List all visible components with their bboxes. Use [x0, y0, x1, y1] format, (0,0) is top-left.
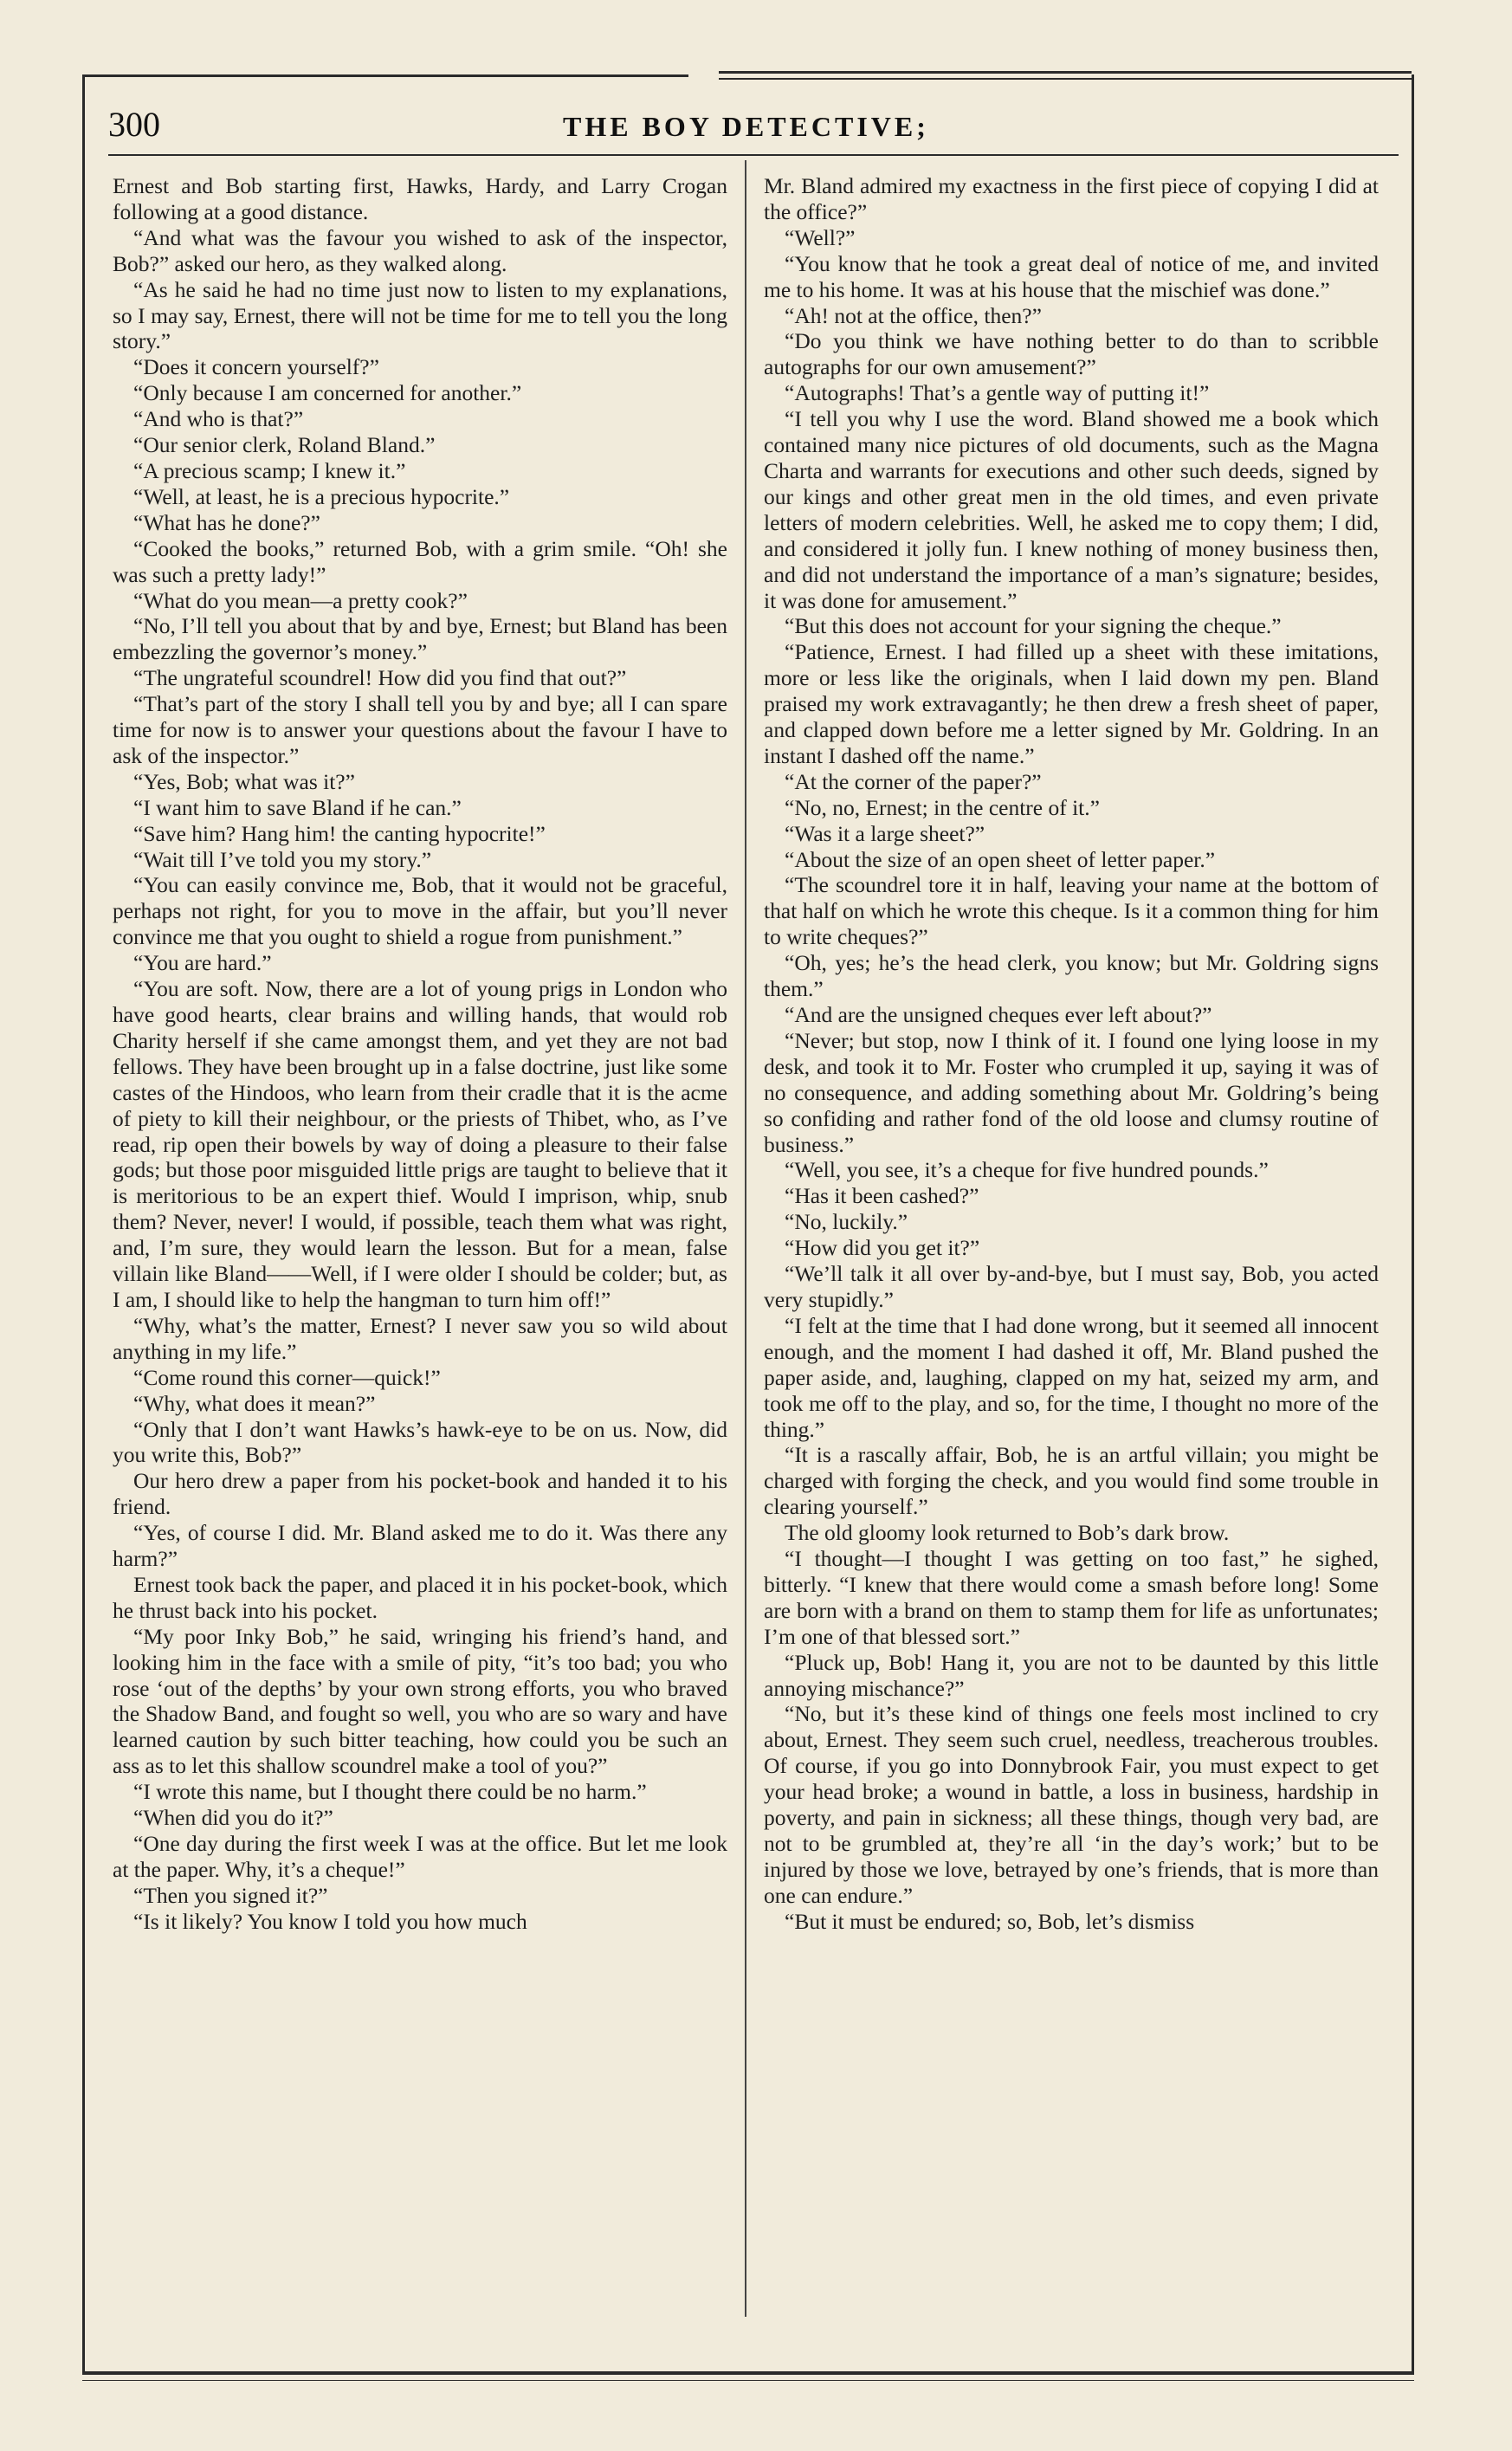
column-divider	[745, 160, 746, 2317]
paragraph: “Oh, yes; he’s the head clerk, you know; but Mr. Goldring signs them.”	[764, 950, 1379, 1002]
paragraph: “Our senior clerk, Roland Bland.”	[133, 432, 436, 458]
paragraph: “You are hard.”	[133, 950, 272, 976]
paragraph: “What do you mean—a pretty cook?”	[133, 587, 468, 613]
paragraph: “Well, you see, it’s a cheque for five hundred pounds.”	[785, 1157, 1269, 1183]
paragraph: “Do you think we have nothing better to do than to scribble autographs for our own amusement?”	[764, 328, 1379, 380]
paragraph: “Ah! not at the office, then?”	[785, 302, 1042, 328]
paragraph: “No, no, Ernest; in the centre of it.”	[785, 794, 1100, 820]
paragraph: “As he said he had no time just now to listen to my explanations, so I may say, Ernest, there will not be time for me to tell you the long story.”	[113, 276, 727, 354]
paragraph: “I want him to save Bland if he can.”	[133, 794, 462, 820]
paragraph: “I thought—I thought I was getting on too fast,” he sighed, bitterly. “I knew that there would come a smash before long! Some are born with a brand on them to stamp them for life as unfortunates; I’m one of that blessed sort.”	[764, 1546, 1379, 1649]
paragraph: “What has he done?”	[133, 509, 320, 535]
paragraph: “At the corner of the paper?”	[785, 768, 1042, 794]
paragraph: “The ungrateful scoundrel! How did you find that out?”	[133, 665, 627, 691]
paragraph: “And are the unsigned cheques ever left about?”	[785, 1002, 1212, 1027]
paragraph: “Pluck up, Bob! Hang it, you are not to be daunted by this little annoying mischance?”	[764, 1649, 1379, 1701]
paragraph: “Is it likely? You know I told you how much	[133, 1908, 527, 1934]
paragraph: Ernest took back the paper, and placed it in his pocket-book, which he thrust back into his pocket.	[113, 1571, 727, 1623]
paragraph: “Wait till I’ve told you my story.”	[133, 846, 432, 872]
paragraph: “No, I’ll tell you about that by and bye, Ernest; but Bland has been embezzling the governor’s money.”	[113, 613, 727, 665]
running-title: THE BOY DETECTIVE;	[563, 111, 929, 142]
bottom-rule-thin	[82, 2380, 1414, 2381]
paragraph: “Never; but stop, now I think of it. I found one lying loose in my desk, and took it to Mr. Foster who crumpled it up, saying it was of no consequence, and adding something about Mr. Goldring’s being so confiding and rather fond of the old loose and clumsy routine of business.”	[764, 1027, 1379, 1157]
frame-right-rule	[1412, 74, 1414, 2374]
paragraph: “When did you do it?”	[133, 1805, 333, 1831]
paragraph: “But it must be endured; so, Bob, let’s dismiss	[785, 1908, 1195, 1934]
paragraph: “How did you get it?”	[785, 1235, 980, 1261]
paragraph: “About the size of an open sheet of letter paper.”	[785, 846, 1216, 872]
paragraph: “Only that I don’t want Hawks’s hawk-eye to be on us. Now, did you write this, Bob?”	[113, 1416, 727, 1468]
paragraph: Our hero drew a paper from his pocket-book and handed it to his friend.	[113, 1468, 727, 1520]
paragraph: “Why, what does it mean?”	[133, 1390, 376, 1416]
paragraph: “Only because I am concerned for another.”	[133, 380, 522, 406]
paragraph: “Patience, Ernest. I had filled up a sheet with these imitations, more or less like the originals, when I laid down my pen. Bland praised my work extravagantly; he then drew a fresh sheet of paper, and clapped down before me a letter signed by Mr. Goldring. In an instant I dashed off the name.”	[764, 639, 1379, 768]
paragraph: “Autographs! That’s a gentle way of putting it!”	[785, 380, 1210, 406]
right-text-column	[764, 173, 1379, 1935]
bottom-rule	[82, 2371, 1414, 2375]
paragraph: “Come round this corner—quick!”	[133, 1364, 441, 1390]
paragraph: “And what was the favour you wished to ask of the inspector, Bob?” asked our hero, as they walked along.	[113, 224, 727, 276]
left-text-column	[113, 173, 727, 1935]
paragraph: “No, but it’s these kind of things one feels most inclined to cry about, Ernest. They seem such cruel, needless, treacherous troubles. Of course, if you go into Donnybrook Fair, you must expect to get your head broke; a wound in battle, a loss in business, hardship in poverty, and pain in sickness; all these things, though very bad, are not to be grumbled at, they’re all ‘in the day’s work;’ but to be injured by those we love, betrayed by one’s friends, that is more than one can endure.”	[764, 1701, 1379, 1908]
paragraph: “Well?”	[785, 224, 856, 250]
paragraph: “Does it concern yourself?”	[133, 354, 379, 380]
paragraph: “We’ll talk it all over by-and-bye, but I must say, Bob, you acted very stupidly.”	[764, 1261, 1379, 1312]
paragraph: “No, luckily.”	[785, 1209, 908, 1235]
paragraph: “I tell you why I use the word. Bland showed me a book which contained many nice pictures of old documents, such as the Magna Charta and warrants for executions and other such deeds, signed by our kings and other great men in the old times, and even private letters of modern celebrities. Well, he asked me to copy them; I did, and considered it jolly fun. I knew nothing of money business then, and did not understand the importance of a man’s signature; besides, it was done for amusement.”	[764, 406, 1379, 613]
paragraph: “Then you signed it?”	[133, 1882, 328, 1908]
paragraph: “Why, what’s the matter, Ernest? I never saw you so wild about anything in my life.”	[113, 1312, 727, 1364]
frame-left-rule	[82, 74, 85, 2374]
paragraph: “But this does not account for your signing the cheque.”	[785, 613, 1282, 639]
paragraph: “A precious scamp; I knew it.”	[133, 457, 406, 483]
paragraph: “My poor Inky Bob,” he said, wringing his friend’s hand, and looking him in the face with a smile of pity, “it’s too bad; you who rose ‘out of the depths’ by your own strong efforts, you who braved the Shadow Band, and fought so well, you who are so wary and have learned caution by such bitter teaching, how could you be such an ass as to let this shallow scoundrel make a tool of you?”	[113, 1623, 727, 1779]
paragraph: “Well, at least, he is a precious hypocrite.”	[133, 483, 510, 509]
paragraph: “I felt at the time that I had done wrong, but it seemed all innocent enough, and the moment I had dashed it off, Mr. Bland pushed the paper aside, and, laughing, clapped on my hat, seized my arm, and took me off to the play, and so, for the time, I thought no more of the thing.”	[764, 1312, 1379, 1442]
paragraph: Ernest and Bob starting first, Hawks, Hardy, and Larry Crogan following at a good distance.	[113, 173, 727, 224]
paragraph: “Was it a large sheet?”	[785, 820, 985, 846]
paragraph: “And who is that?”	[133, 406, 304, 432]
paragraph: “Yes, of course I did. Mr. Bland asked me to do it. Was there any harm?”	[113, 1520, 727, 1572]
page-number: 300	[108, 105, 160, 144]
paragraph: “You know that he took a great deal of notice of me, and invited me to his home. It was at his house that the mischief was done.”	[764, 250, 1379, 302]
header-rule	[108, 154, 1399, 156]
top-rule-double-lower	[719, 78, 1412, 80]
paragraph: The old gloomy look returned to Bob’s dark brow.	[785, 1520, 1230, 1546]
paragraph: “Cooked the books,” returned Bob, with a grim smile. “Oh! she was such a pretty lady!”	[113, 535, 727, 587]
paragraph: “It is a rascally affair, Bob, he is an artful villain; you might be charged with forging the check, and you would find some trouble in clearing yourself.”	[764, 1442, 1379, 1520]
paragraph: “Yes, Bob; what was it?”	[133, 768, 355, 794]
top-rule	[82, 74, 688, 77]
paragraph: “I wrote this name, but I thought there could be no harm.”	[133, 1779, 647, 1805]
paragraph: “Save him? Hang him! the canting hypocrite!”	[133, 820, 546, 846]
paragraph: “Has it been cashed?”	[785, 1183, 979, 1209]
paragraph: “You are soft. Now, there are a lot of young prigs in London who have good hearts, clear brains and willing hands, that would rob Charity herself if she came amongst them, and yet they are not bad fellows. They have been brought up in a false doctrine, just like some castes of the Hindoos, who learn from their cradle that it is the acme of piety to kill their neighbour, or the priests of Thibet, who, as I’ve read, rip open their bowels by way of doing a pleasure to their false gods; but those poor misguided little prigs are taught to believe that it is meritorious to be an expert thief. Would I imprison, whip, snub them? Never, never! I would, if possible, teach them what was right, and, I’m sure, they would learn the lesson. But for a mean, false villain like Bland——Well, if I were older I should be colder; but, as I am, I should like to help the hangman to turn him off!”	[113, 976, 727, 1312]
paragraph: “That’s part of the story I shall tell you by and bye; all I can spare time for now is to answer your questions about the favour I have to ask of the inspector.”	[113, 691, 727, 768]
paragraph: “One day during the first week I was at the office. But let me look at the paper. Why, it’s a cheque!”	[113, 1831, 727, 1882]
paragraph: “You can easily convince me, Bob, that it would not be graceful, perhaps not right, for you to move in the affair, but you’ll never convince me that you ought to shield a rogue from punishment.”	[113, 872, 727, 950]
paragraph: Mr. Bland admired my exactness in the first piece of copying I did at the office?”	[764, 173, 1379, 224]
top-rule-double	[719, 71, 1412, 74]
paragraph: “The scoundrel tore it in half, leaving your name at the bottom of that half on which he wrote this cheque. Is it a common thing for him to write cheques?”	[764, 872, 1379, 950]
